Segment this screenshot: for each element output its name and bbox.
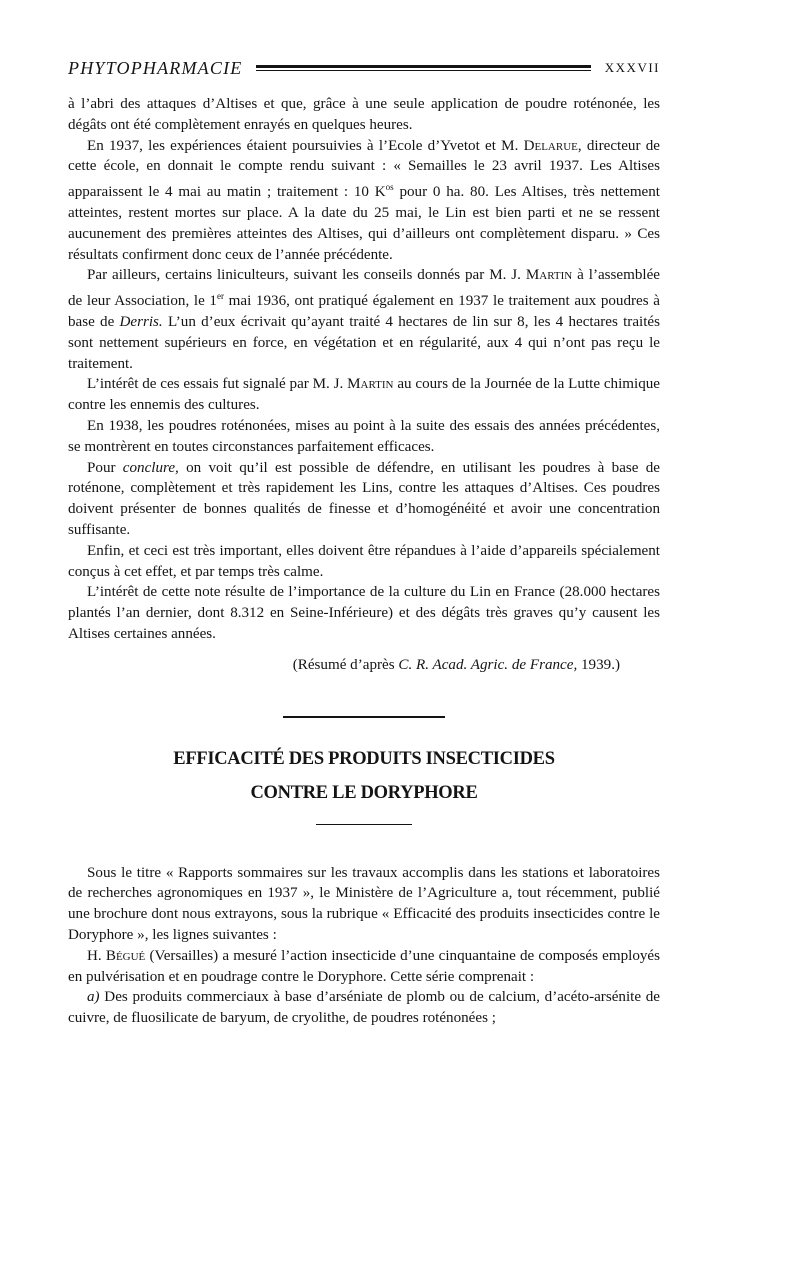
paragraph-4: L’intérêt de ces essais fut signalé par M. J. Martin au cours de la Journée de la Lutte chimique contre les ennemis des cultures. bbox=[68, 376, 661, 414]
page bbox=[68, 50, 660, 1029]
article-body bbox=[68, 94, 660, 676]
person-name: H. Bégué bbox=[87, 947, 146, 964]
paragraph-3: Par ailleurs, certains liniculteurs, suivant les conseils donnés par M. J. Martin à l’assemblée de leur Association, le 1er mai 1936, ont pratiqué également en 1937 le traitement aux poudres à base de Derris. L’un d’eux écrivait qu’ayant traité 4 hectares de lin sur 8, les 4 hectares traités sont nettement supérieurs en force, en végétation et en régularité, aux 4 qui n’ont pas reçu le traitement. bbox=[68, 267, 661, 372]
title-underline bbox=[316, 824, 412, 825]
section-title-line-2: CONTRE LE DORYPHORE bbox=[250, 782, 478, 803]
section-paragraph-2: H. Bégué (Versailles) a mesuré l’action insecticide d’une cinquantaine de composés employés en pulvérisation et en poudrage contre le Doryphore. Cette série comprenait : bbox=[68, 947, 660, 985]
paragraph-7: Enfin, et ceci est très important, elles doivent être répandues à l’aide d’appareils spécialement conçus à cet effet, et par temps très calme. bbox=[68, 542, 660, 580]
header-rule bbox=[256, 65, 590, 71]
running-head bbox=[68, 50, 660, 86]
section-title-line-1: EFFICACITÉ DES PRODUITS INSECTICIDES bbox=[173, 748, 555, 769]
section-divider bbox=[283, 716, 445, 718]
paragraph-6: Pour conclure, on voit qu’il est possible de défendre, en utilisant les poudres à base de roténone, complètement et très rapidement les Lins, contre les attaques d’Altises. Ces poudres doivent présenter de bonnes qualités de finesse et d’homogénéité et avoir une concentration suffisante. bbox=[68, 459, 660, 538]
page-number: XXXVII bbox=[604, 60, 660, 75]
person-name: Martin bbox=[347, 376, 394, 393]
paragraph-8: L’intérêt de cette note résulte de l’importance de la culture du Lin en France (28.000 hectares plantés l’an dernier, dont 8.312 en Seine-Inférieure) et des dégâts très graves qu’y causent les Altises certaines années. bbox=[68, 584, 660, 642]
section-paragraph-1: Sous le titre « Rapports sommaires sur les travaux accomplis dans les stations et laboratoires de recherches agronomiques en 1937 », le Ministère de l’Agriculture a, tout récemment, publié une brochure dont nous extrayons, sous la rubrique « Efficacité des produits insecticides contre le Doryphore », les lignes suivantes : bbox=[68, 864, 660, 943]
paragraph-1: à l’abri des attaques d’Altises et que, grâce à une seule application de poudre roténonée, les dégâts ont été complètement enrayés en quelques heures. bbox=[68, 96, 660, 133]
person-name: Martin bbox=[525, 267, 573, 284]
section-body bbox=[68, 863, 660, 1029]
paragraph-5: En 1938, les poudres roténonées, mises au point à la suite des essais des années précédentes, se montrèrent en toutes circonstances parfaitement efficaces. bbox=[68, 418, 660, 455]
person-name: M. Delarue bbox=[501, 137, 578, 154]
running-title: PHYTOPHARMACIE bbox=[68, 57, 243, 78]
list-item-a: a) Des produits commerciaux à base d’arséniate de plomb ou de calcium, d’acéto-arsénite de cuivre, de fluosilicate de baryum, de cryolithe, de poudres roténonées ; bbox=[68, 989, 660, 1027]
section-title bbox=[68, 742, 660, 810]
paragraph-2: En 1937, les expériences étaient poursuivies à l’Ecole d’Yvetot et M. Delarue, directeur de cette école, en donnait le compte rendu suivant : « Semailles le 23 avril 1937. Les Altises apparaissent le 4 mai au matin ; traitement : 10 $K^{os}$ pour 0 ha. 80. Les Altises, très nettement atteintes, restent mortes sur place. A la date du 25 mai, le Lin est bien parti et ne se ressent aucunement des premières atteintes des Altises, qui d’ailleurs ont complètement disparu. » Ces résultats confirment donc ceux de l’année précédente. bbox=[68, 137, 660, 263]
citation: (Résumé d’après C. R. Acad. Agric. de France, 1939.) bbox=[292, 656, 620, 673]
